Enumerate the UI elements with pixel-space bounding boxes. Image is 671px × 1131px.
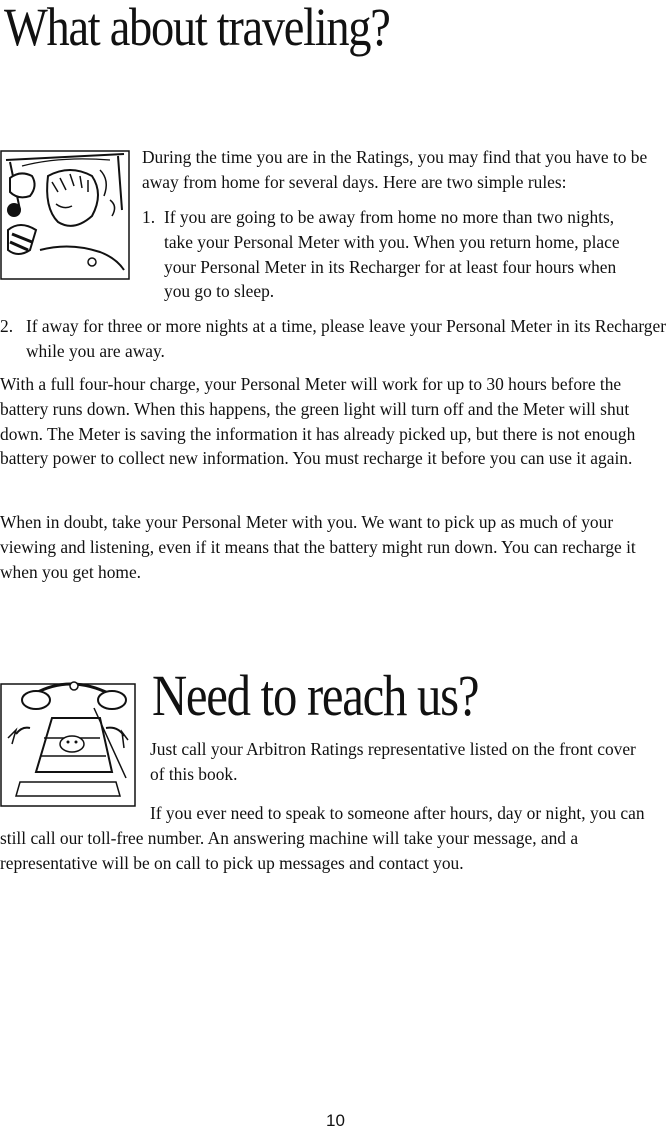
telephone-drawing <box>0 678 136 808</box>
traveling-heading: What about traveling? <box>4 0 390 57</box>
contact-paragraph-2-text: If you ever need to speak to someone after hours, day or night, you can still call our toll-free number. An answering machine will take your message, and a representative will be on call to pick up messages and contact you. <box>0 803 645 873</box>
rule-item-1 <box>142 205 642 305</box>
rule-number: 1. <box>142 207 156 227</box>
contact-paragraph-2 <box>0 801 671 875</box>
traveling-paragraph-2: When in doubt, take your Personal Meter with you. We want to pick up as much of your viewing and listening, even if it means that the battery might run down. You can recharge it when you get home. <box>0 512 636 582</box>
contact-heading: Need to reach us? <box>152 663 479 728</box>
page-number: 10 <box>326 1111 345 1130</box>
rule-text: If you are going to be away from home no more than two nights, take your Personal Meter with you. When you return home, place your Personal Meter in its Recharger for at least four hours when you go to sleep. <box>164 207 620 302</box>
telephone-illustration <box>0 678 136 808</box>
traveling-paragraph-1: With a full four-hour charge, your Personal Meter will work for up to 30 hours before the battery runs down. When this happens, the green light will turn off and the Meter will shut down. The Meter is saving the information it has already picked up, but there is not enough battery power to collect new information. You must recharge it before you can use it again. <box>0 374 636 469</box>
traveling-intro: During the time you are in the Ratings, you may find that you have to be away from home for several days. Here are two simple rules: <box>142 147 648 192</box>
contact-paragraph-1: Just call your Arbitron Ratings representative listed on the front cover of this book. <box>150 739 636 784</box>
car-driver-drawing <box>0 150 130 280</box>
car-driver-illustration <box>0 150 130 280</box>
rule-number: 2. <box>0 316 14 336</box>
rule-item-2 <box>0 314 671 366</box>
rule-text: If away for three or more nights at a time, please leave your Personal Meter in its Recharger while you are away. <box>26 316 666 361</box>
